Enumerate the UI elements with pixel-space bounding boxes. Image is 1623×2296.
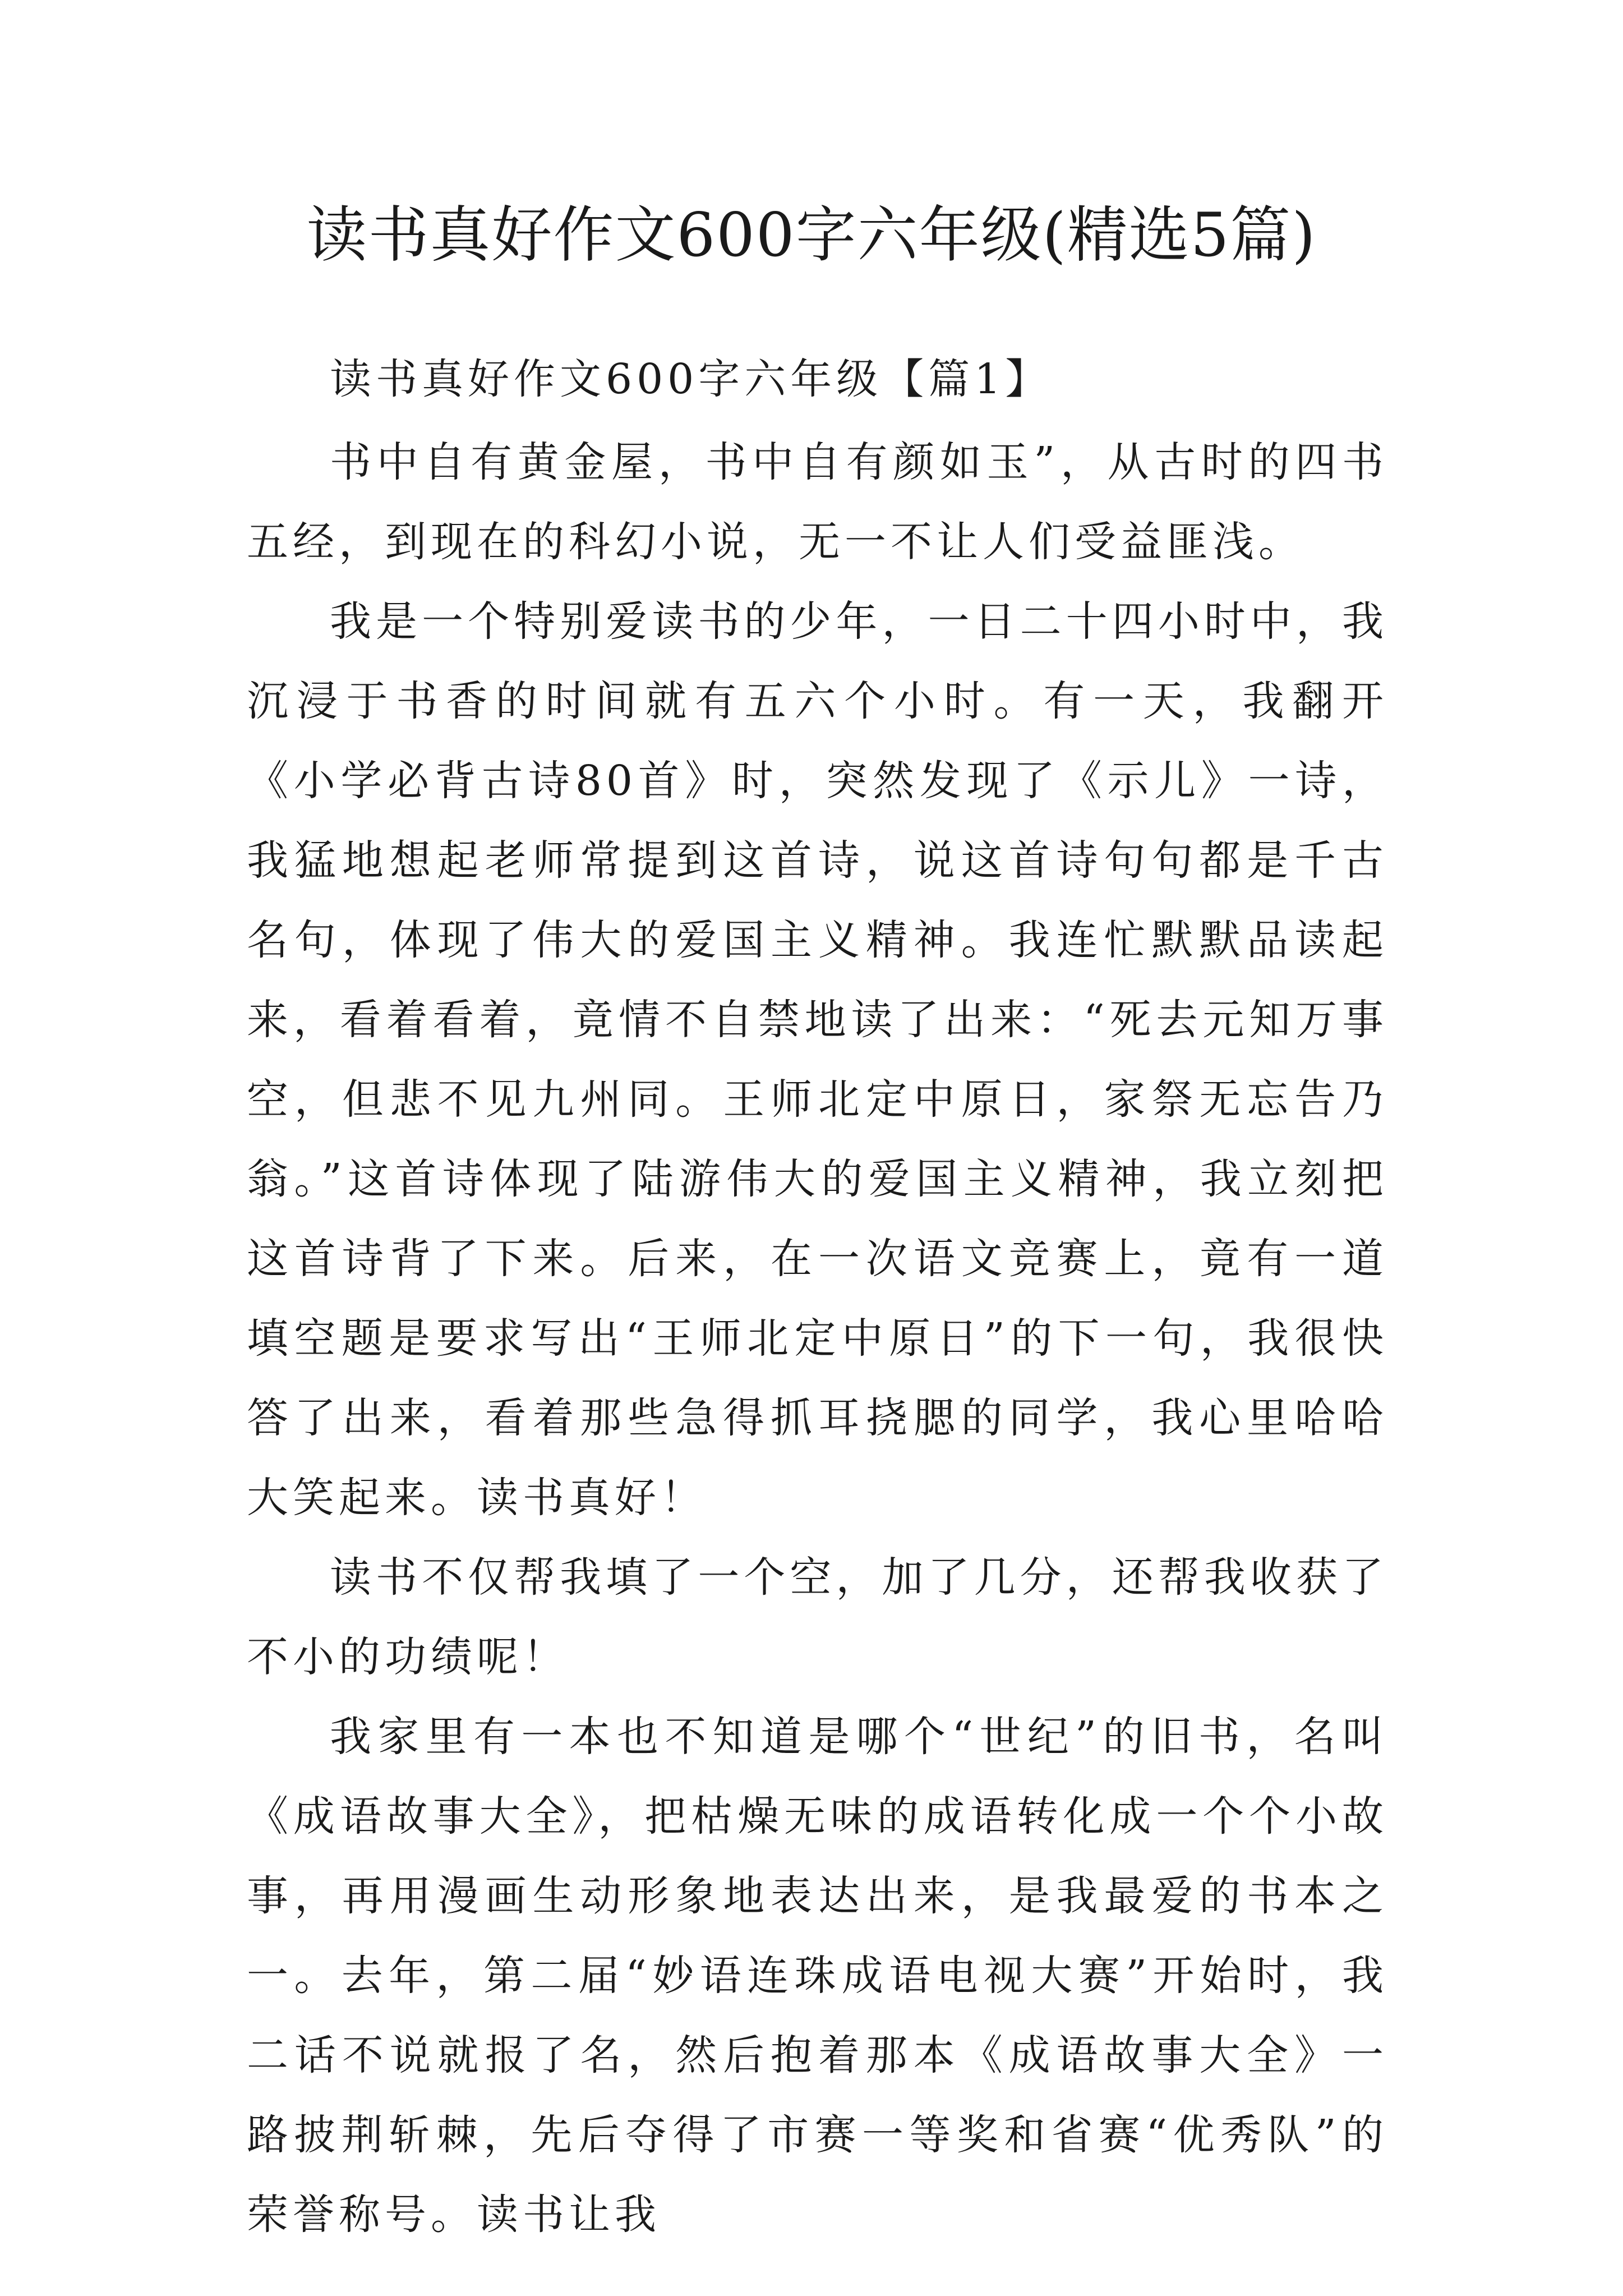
document-title: 读书真好作文600字六年级(精选5篇) — [306, 200, 1317, 270]
paragraph-2: 我是一个特别爱读书的少年，一日二十四小时中，我沉浸于书香的时间就有五六个小时。有一天，我翻开《小学必背古诗80首》时，突然发现了《示儿》一诗，我猛地想起老师常提到这首诗，说这首诗句句都是千古名句，体现了伟大的爱国主义精神。我连忙默默品读起来，看着看着，竟情不自禁地读了出来：“死去元知万事空，但悲不见九州同。王师北定中原日，家祭无忘告乃翁。”这首诗体现了陆游伟大的爱国主义精神，我立刻把这首诗背了下来。后来，在一次语文竞赛上，竟有一道填空题是要求写出“王师北定中原日”的下一句，我很快答了出来，看着那些急得抓耳挠腮的同学，我心里哈哈大笑起来。读书真好！ — [247, 597, 1388, 1522]
paragraph-4: 我家里有一本也不知道是哪个“世纪”的旧书，名叫《成语故事大全》，把枯燥无味的成语转化成一个个小故事，再用漫画生动形象地表达出来，是我最爱的书本之一。去年，第二届“妙语连珠成语电视大赛”开始时，我二话不说就报了名，然后抱着那本《成语故事大全》一路披荆斩棘，先后夺得了市赛一等奖和省赛“优秀队”的荣誉称号。读书让我 — [247, 1713, 1388, 2239]
paragraph-3: 读书不仅帮我填了一个空，加了几分，还帮我收获了不小的功绩呢！ — [247, 1553, 1388, 1681]
paragraph-1: 书中自有黄金屋，书中自有颜如玉”，从古时的四书五经，到现在的科幻小说，无一不让人们受益匪浅。 — [247, 438, 1388, 566]
document-body — [247, 339, 1388, 2254]
section-heading: 读书真好作文600字六年级【篇1】 — [330, 355, 1052, 403]
